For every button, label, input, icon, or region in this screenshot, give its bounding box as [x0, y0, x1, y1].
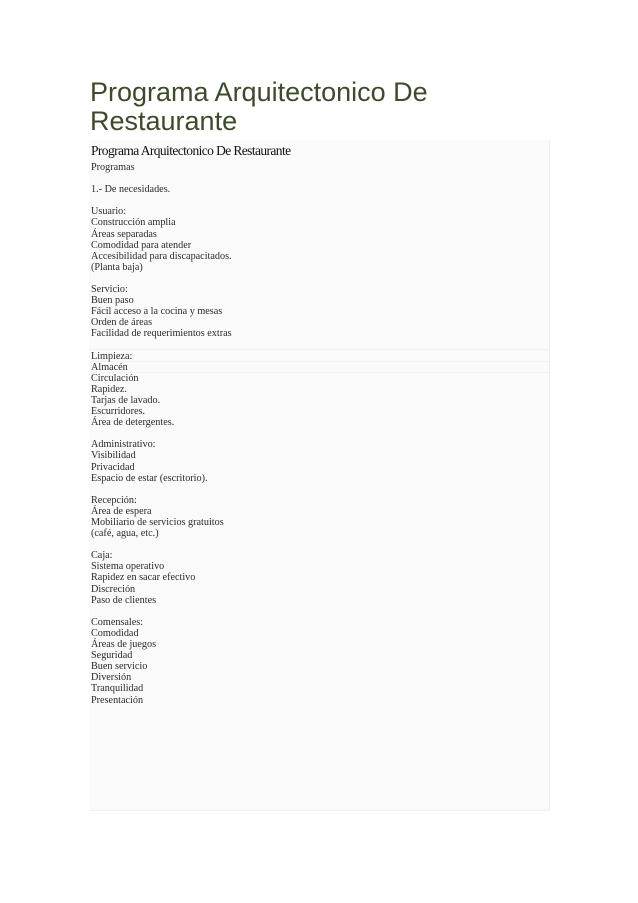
- list-item: Escurridores.: [91, 406, 146, 418]
- section-caja: [91, 550, 541, 605]
- page-title: Programa Arquitectonico De Restaurante: [90, 77, 428, 136]
- list-item: Paso de clientes: [91, 594, 157, 606]
- section-servicio: [91, 284, 541, 339]
- document-heading: Programa Arquitectonico De Restaurante: [91, 143, 291, 158]
- intro-text: Programas: [91, 162, 135, 173]
- list-item: Presentación: [91, 694, 144, 706]
- section-label: Caja:: [91, 550, 113, 562]
- section-usuario: [91, 206, 541, 273]
- list-item: Accesibilidad para discapacitados.: [91, 250, 232, 262]
- list-item: Seguridad: [91, 650, 133, 662]
- list-item: Área de espera: [91, 505, 152, 517]
- section-limpieza: [91, 351, 541, 429]
- list-item: Tarjas de lavado.: [91, 394, 161, 406]
- list-item: Discreción: [91, 583, 136, 595]
- list-item: Rapidez en sacar efectivo: [91, 572, 196, 584]
- section-label: Limpieza:: [91, 350, 133, 362]
- list-item: Fácil acceso a la cocina y mesas: [91, 306, 223, 318]
- list-item: Facilidad de requerimientos extras: [91, 328, 232, 340]
- list-item: Tranquilidad: [91, 683, 144, 695]
- list-item: Privacidad: [91, 461, 135, 473]
- list-item: (café, agua, etc.): [91, 528, 159, 540]
- list-item: Diversión: [91, 672, 132, 684]
- section-administrativo: [91, 439, 541, 483]
- section-label: Administrativo:: [91, 439, 156, 451]
- section-label: Servicio:: [91, 284, 128, 296]
- list-item: (Planta baja): [91, 261, 143, 273]
- list-item: Espacio de estar (escritorio).: [91, 472, 208, 484]
- list-item: Áreas separadas: [91, 228, 157, 240]
- list-item: Orden de áreas: [91, 317, 153, 329]
- section-label: Recepción:: [91, 494, 137, 506]
- list-item: Área de detergentes.: [91, 417, 175, 429]
- list-item: Sistema operativo: [91, 561, 165, 573]
- list-item: Buen paso: [91, 295, 134, 307]
- list-item: Áreas de juegos: [91, 639, 157, 651]
- list-item: Comodidad para atender: [91, 239, 192, 251]
- list-item: Buen servicio: [91, 661, 148, 673]
- subtitle-text: 1.- De necesidades.: [91, 184, 171, 196]
- list-item: Almacén: [91, 361, 128, 373]
- section-label: Usuario:: [91, 206, 127, 218]
- list-item: Rapidez.: [91, 383, 127, 395]
- list-item: Visibilidad: [91, 450, 136, 462]
- list-item: Circulación: [91, 372, 139, 384]
- section-label: Comensales:: [91, 616, 144, 628]
- section-recepcion: [91, 495, 541, 539]
- list-item: Mobiliario de servicios gratuitos: [91, 517, 224, 528]
- section-comensales: [91, 617, 541, 706]
- document-body: [91, 162, 541, 706]
- list-item: Construcción amplia: [91, 217, 176, 229]
- list-item: Comodidad: [91, 627, 139, 639]
